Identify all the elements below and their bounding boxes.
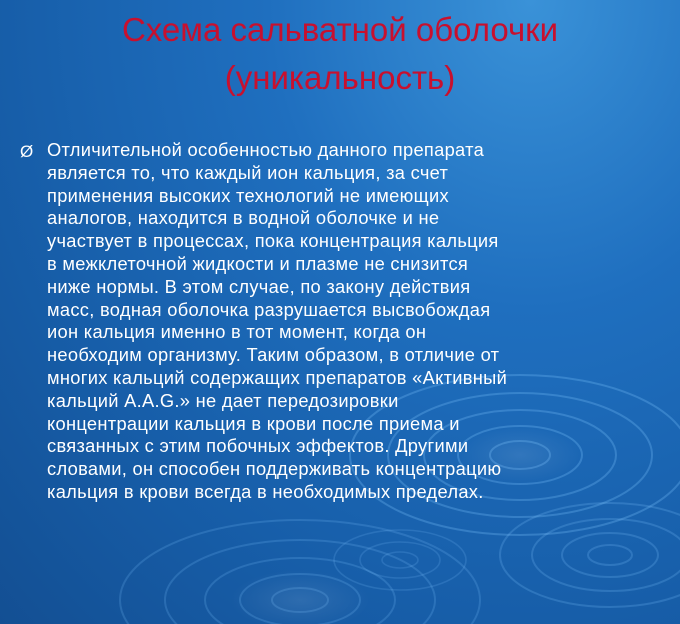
body-line: ион кальция именно в тот момент, когда он — [47, 321, 427, 343]
body-line: необходим организму. Таким образом, в отличие от — [47, 344, 500, 366]
body-line: Отличительной особенностью данного препарата — [47, 139, 485, 160]
body-line: в межклеточной жидкости и плазме не снизится — [47, 252, 469, 274]
body-line: многих кальций содержащих препаратов «Активный — [47, 366, 508, 388]
title-line-1: Схема сальватной оболочки — [121, 11, 559, 48]
body-line: словами, он способен поддерживать концентрацию — [47, 458, 502, 480]
body-line: ниже нормы. В этом случае, по закону действия — [47, 275, 471, 297]
body-line: кальций А.А.G.» не дает передозировки — [47, 389, 399, 411]
body-line: является то, что каждый ион кальция, за счет — [47, 161, 449, 183]
body-line: участвует в процессах, пока концентрация кальция — [47, 230, 499, 252]
body-line: кальция в крови всегда в необходимых пределах. — [47, 480, 484, 502]
title-line-2: (уникальность) — [224, 59, 456, 96]
body-line: аналогов, находится в водной оболочке и не — [47, 207, 440, 229]
slide-title — [30, 6, 650, 102]
bullet-paragraph — [47, 139, 652, 504]
body-line: концентрации кальция в крови после приема и — [47, 412, 460, 434]
body-line: масс, водная оболочка разрушается высвобождая — [47, 298, 491, 320]
arrow-bullet-icon: Ø — [20, 142, 34, 161]
body-line: связанных с этим побочных эффектов. Другими — [47, 435, 469, 457]
body-line: применения высоких технологий не имеющих — [47, 184, 449, 206]
